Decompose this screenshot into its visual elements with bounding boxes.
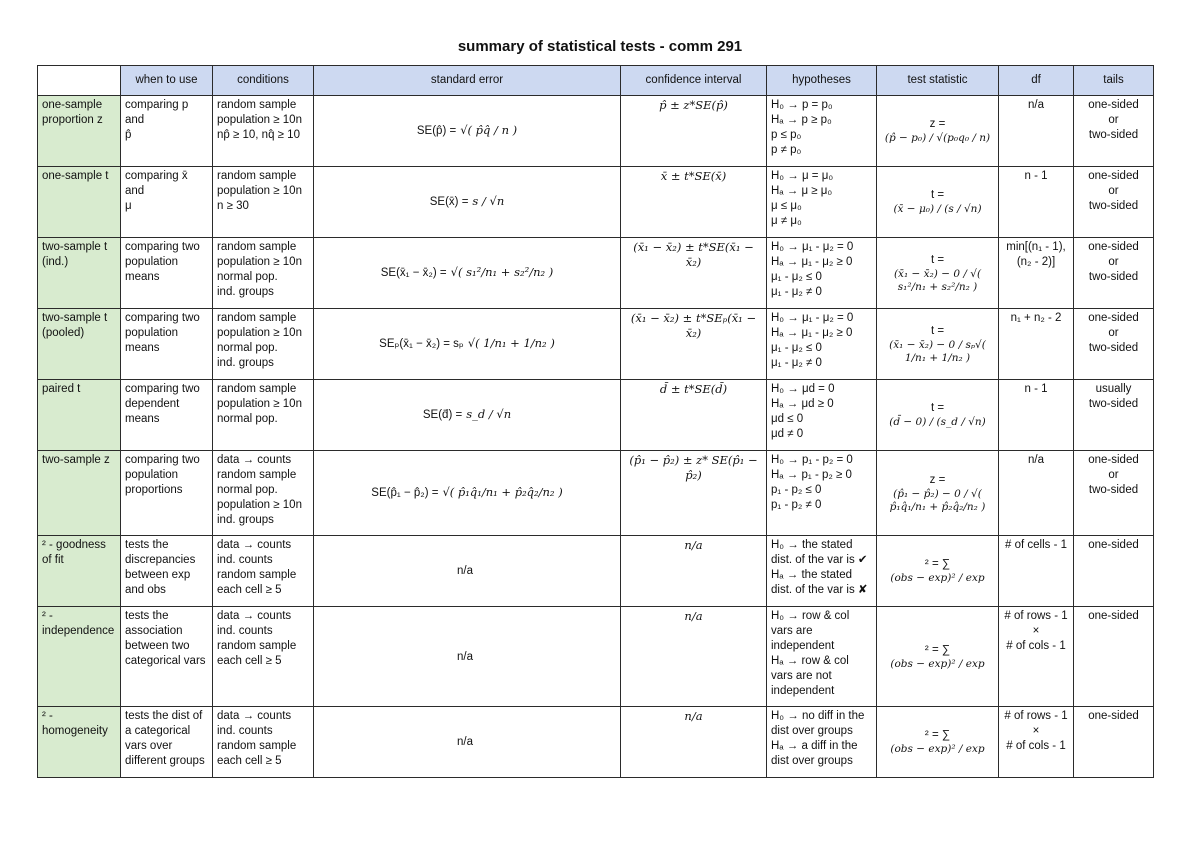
cell-tails: one-sided or two-sided bbox=[1074, 96, 1154, 167]
cell-when-to-use: tests the discrepancies between exp and obs bbox=[121, 536, 213, 607]
stat-formula: (x̄ − μ₀) / (s / √n) bbox=[893, 203, 982, 215]
cell-tails: one-sided or two-sided bbox=[1074, 238, 1154, 309]
cell-standard-error bbox=[314, 96, 621, 167]
cell-test-statistic bbox=[877, 707, 999, 778]
cell-tails: one-sided bbox=[1074, 536, 1154, 607]
cell-conditions: data → counts ind. counts random sample each cell ≥ 5 bbox=[213, 607, 314, 707]
cell-standard-error bbox=[314, 167, 621, 238]
cell-test-statistic bbox=[877, 607, 999, 707]
cell-test-statistic bbox=[877, 167, 999, 238]
cell-conditions: random sample population ≥ 10n np̂ ≥ 10, nq̂ ≥ 10 bbox=[213, 96, 314, 167]
cell-standard-error bbox=[314, 607, 621, 707]
cell-conditions: random sample population ≥ 10n normal pop. ind. groups bbox=[213, 238, 314, 309]
se-formula: s / √n bbox=[472, 194, 505, 208]
stat-label: t = bbox=[930, 253, 945, 266]
cell-conditions: random sample population ≥ 10n normal pop. bbox=[213, 380, 314, 451]
cell-when-to-use: tests the association between two categorical vars bbox=[121, 607, 213, 707]
cell-test-statistic bbox=[877, 309, 999, 380]
stat-formula: (obs − exp)² / exp bbox=[890, 657, 985, 670]
se-formula: √( s₁²/n₁ + s₂²/n₂ ) bbox=[450, 265, 554, 279]
cell-tails: one-sided or two-sided bbox=[1074, 451, 1154, 536]
cell-df: # of rows - 1 × # of cols - 1 bbox=[999, 607, 1074, 707]
cell-tails: one-sided bbox=[1074, 607, 1154, 707]
se-label: SE(d̄) = bbox=[422, 409, 463, 421]
table-row bbox=[38, 167, 1154, 238]
table-row bbox=[38, 238, 1154, 309]
se-label: n/a bbox=[457, 736, 473, 748]
header-hypotheses: hypotheses bbox=[767, 66, 877, 96]
cell-when-to-use: comparing two population means bbox=[121, 238, 213, 309]
cell-hypotheses: H₀ → μ₁ - μ₂ = 0 Hₐ → μ₁ - μ₂ ≥ 0 μ₁ - μ₂ ≤ 0 μ₁ - μ₂ ≠ 0 bbox=[767, 309, 877, 380]
cell-hypotheses: H₀ → μ = μ₀ Hₐ → μ ≥ μ₀ μ ≤ μ₀ μ ≠ μ₀ bbox=[767, 167, 877, 238]
cell-confidence-interval: n/a bbox=[621, 607, 767, 707]
row-test-name: ² - goodness of fit bbox=[38, 536, 121, 607]
stat-formula: (d̄ − 0) / (s_d / √n) bbox=[889, 416, 986, 428]
cell-when-to-use: comparing two population means bbox=[121, 309, 213, 380]
stat-label: t = bbox=[930, 324, 945, 337]
stat-label: t = bbox=[930, 402, 945, 414]
table-row bbox=[38, 607, 1154, 707]
cell-confidence-interval: (x̄₁ − x̄₂) ± t*SEₚ(x̄₁ − x̄₂) bbox=[621, 309, 767, 380]
cell-hypotheses: H₀ → row & col vars are independent Hₐ → row & col vars are not independent bbox=[767, 607, 877, 707]
row-test-name: one-sample t bbox=[38, 167, 121, 238]
cell-hypotheses: H₀ → the stated dist. of the var is ✔ Hₐ → the stated dist. of the var is ✘ bbox=[767, 536, 877, 607]
stat-formula: (x̄₁ − x̄₂) − 0 / sₚ√( 1/n₁ + 1/n₂ ) bbox=[889, 338, 986, 364]
cell-standard-error bbox=[314, 536, 621, 607]
se-label: n/a bbox=[457, 650, 473, 663]
stat-label: t = bbox=[930, 189, 945, 201]
cell-standard-error bbox=[314, 309, 621, 380]
table-row bbox=[38, 380, 1154, 451]
table-row bbox=[38, 309, 1154, 380]
cell-when-to-use: comparing p and p̂ bbox=[121, 96, 213, 167]
cell-when-to-use: comparing x̄ and μ bbox=[121, 167, 213, 238]
table-row bbox=[38, 707, 1154, 778]
cell-hypotheses: H₀ → μ₁ - μ₂ = 0 Hₐ → μ₁ - μ₂ ≥ 0 μ₁ - μ₂ ≤ 0 μ₁ - μ₂ ≠ 0 bbox=[767, 238, 877, 309]
cell-df: n - 1 bbox=[999, 167, 1074, 238]
stat-formula: (p̂ − p₀) / √(p₀q₀ / n) bbox=[884, 132, 991, 144]
stat-label: z = bbox=[929, 118, 946, 130]
cell-confidence-interval: p̂ ± z*SE(p̂) bbox=[621, 96, 767, 167]
cell-tails: one-sided bbox=[1074, 707, 1154, 778]
se-formula: √( p̂q̂ / n ) bbox=[460, 123, 518, 137]
cell-tails: usually two-sided bbox=[1074, 380, 1154, 451]
se-formula: √( p̂₁q̂₁/n₁ + p̂₂q̂₂/n₂ ) bbox=[442, 485, 563, 499]
cell-hypotheses: H₀ → p = p₀ Hₐ → p ≥ p₀ p ≤ p₀ p ≠ p₀ bbox=[767, 96, 877, 167]
cell-df: n₁ + n₂ - 2 bbox=[999, 309, 1074, 380]
cell-df: n - 1 bbox=[999, 380, 1074, 451]
se-label: SEₚ(x̄₁ − x̄₂) = sₚ bbox=[379, 338, 464, 350]
cell-when-to-use: tests the dist of a categorical vars over different groups bbox=[121, 707, 213, 778]
cell-hypotheses: H₀ → p₁ - p₂ = 0 Hₐ → p₁ - p₂ ≥ 0 p₁ - p₂ ≤ 0 p₁ - p₂ ≠ 0 bbox=[767, 451, 877, 536]
cell-tails: one-sided or two-sided bbox=[1074, 309, 1154, 380]
stat-label: ² = ∑ bbox=[924, 729, 951, 741]
row-test-name: two-sample z bbox=[38, 451, 121, 536]
cell-confidence-interval: n/a bbox=[621, 536, 767, 607]
cell-df: n/a bbox=[999, 451, 1074, 536]
stat-formula: (obs − exp)² / exp bbox=[890, 743, 985, 755]
cell-standard-error bbox=[314, 380, 621, 451]
se-formula: s_d / √n bbox=[466, 407, 512, 421]
header-conditions: conditions bbox=[213, 66, 314, 96]
cell-confidence-interval: (x̄₁ − x̄₂) ± t*SE(x̄₁ − x̄₂) bbox=[621, 238, 767, 309]
cell-df: n/a bbox=[999, 96, 1074, 167]
row-test-name: ² - homogeneity bbox=[38, 707, 121, 778]
cell-when-to-use: comparing two dependent means bbox=[121, 380, 213, 451]
cell-standard-error bbox=[314, 451, 621, 536]
cell-confidence-interval: (p̂₁ − p̂₂) ± z* SE(p̂₁ − p̂₂) bbox=[621, 451, 767, 536]
cell-test-statistic bbox=[877, 536, 999, 607]
header-test-statistic: test statistic bbox=[877, 66, 999, 96]
cell-confidence-interval: n/a bbox=[621, 707, 767, 778]
row-test-name: two-sample t (ind.) bbox=[38, 238, 121, 309]
header-confidence-interval: confidence interval bbox=[621, 66, 767, 96]
header-df: df bbox=[999, 66, 1074, 96]
table-row bbox=[38, 451, 1154, 536]
cell-test-statistic bbox=[877, 238, 999, 309]
cell-test-statistic bbox=[877, 96, 999, 167]
cell-confidence-interval: d̄ ± t*SE(d̄) bbox=[621, 380, 767, 451]
stat-label: ² = ∑ bbox=[924, 558, 951, 570]
cell-conditions: random sample population ≥ 10n normal pop. ind. groups bbox=[213, 309, 314, 380]
header-corner bbox=[38, 66, 121, 96]
cell-df: min[(n₁ - 1), (n₂ - 2)] bbox=[999, 238, 1074, 309]
page-title: summary of statistical tests - comm 291 bbox=[457, 38, 743, 55]
cell-test-statistic bbox=[877, 380, 999, 451]
stat-label: ² = ∑ bbox=[924, 643, 951, 656]
row-test-name: ² - independence bbox=[38, 607, 121, 707]
stat-formula: (p̂₁ − p̂₂) − 0 / √( p̂₁q̂₁/n₁ + p̂₂q̂₂/n₂ ) bbox=[889, 487, 986, 513]
cell-conditions: data → counts ind. counts random sample each cell ≥ 5 bbox=[213, 536, 314, 607]
header-standard-error: standard error bbox=[314, 66, 621, 96]
se-formula: √( 1/n₁ + 1/n₂ ) bbox=[467, 336, 555, 350]
se-label: SE(x̄) = bbox=[429, 196, 469, 208]
header-tails: tails bbox=[1074, 66, 1154, 96]
cell-standard-error bbox=[314, 707, 621, 778]
se-label: n/a bbox=[457, 565, 473, 577]
stat-formula: (obs − exp)² / exp bbox=[890, 572, 985, 584]
row-test-name: paired t bbox=[38, 380, 121, 451]
table-row bbox=[38, 96, 1154, 167]
cell-hypotheses: H₀ → no diff in the dist over groups Hₐ → a diff in the dist over groups bbox=[767, 707, 877, 778]
cell-hypotheses: H₀ → μd = 0 Hₐ → μd ≥ 0 μd ≤ 0 μd ≠ 0 bbox=[767, 380, 877, 451]
cell-standard-error bbox=[314, 238, 621, 309]
stat-label: z = bbox=[929, 473, 946, 486]
table-row bbox=[38, 536, 1154, 607]
header-row bbox=[38, 66, 1154, 96]
cell-when-to-use: comparing two population proportions bbox=[121, 451, 213, 536]
tests-table bbox=[37, 65, 1154, 778]
stat-formula: (x̄₁ − x̄₂) − 0 / √( s₁²/n₁ + s₂²/n₂ ) bbox=[893, 267, 982, 293]
row-test-name: two-sample t (pooled) bbox=[38, 309, 121, 380]
cell-test-statistic bbox=[877, 451, 999, 536]
header-when-to-use: when to use bbox=[121, 66, 213, 96]
cell-conditions: data → counts random sample normal pop. population ≥ 10n ind. groups bbox=[213, 451, 314, 536]
cell-df: # of cells - 1 bbox=[999, 536, 1074, 607]
se-label: SE(p̂) = bbox=[416, 125, 457, 137]
cell-confidence-interval: x̄ ± t*SE(x̄) bbox=[621, 167, 767, 238]
row-test-name: one-sample proportion z bbox=[38, 96, 121, 167]
cell-df: # of rows - 1 × # of cols - 1 bbox=[999, 707, 1074, 778]
cell-conditions: data → counts ind. counts random sample each cell ≥ 5 bbox=[213, 707, 314, 778]
cell-tails: one-sided or two-sided bbox=[1074, 167, 1154, 238]
se-label: SE(p̂₁ − p̂₂) = bbox=[371, 487, 439, 499]
cell-conditions: random sample population ≥ 10n n ≥ 30 bbox=[213, 167, 314, 238]
se-label: SE(x̄₁ − x̄₂) = bbox=[380, 267, 447, 279]
